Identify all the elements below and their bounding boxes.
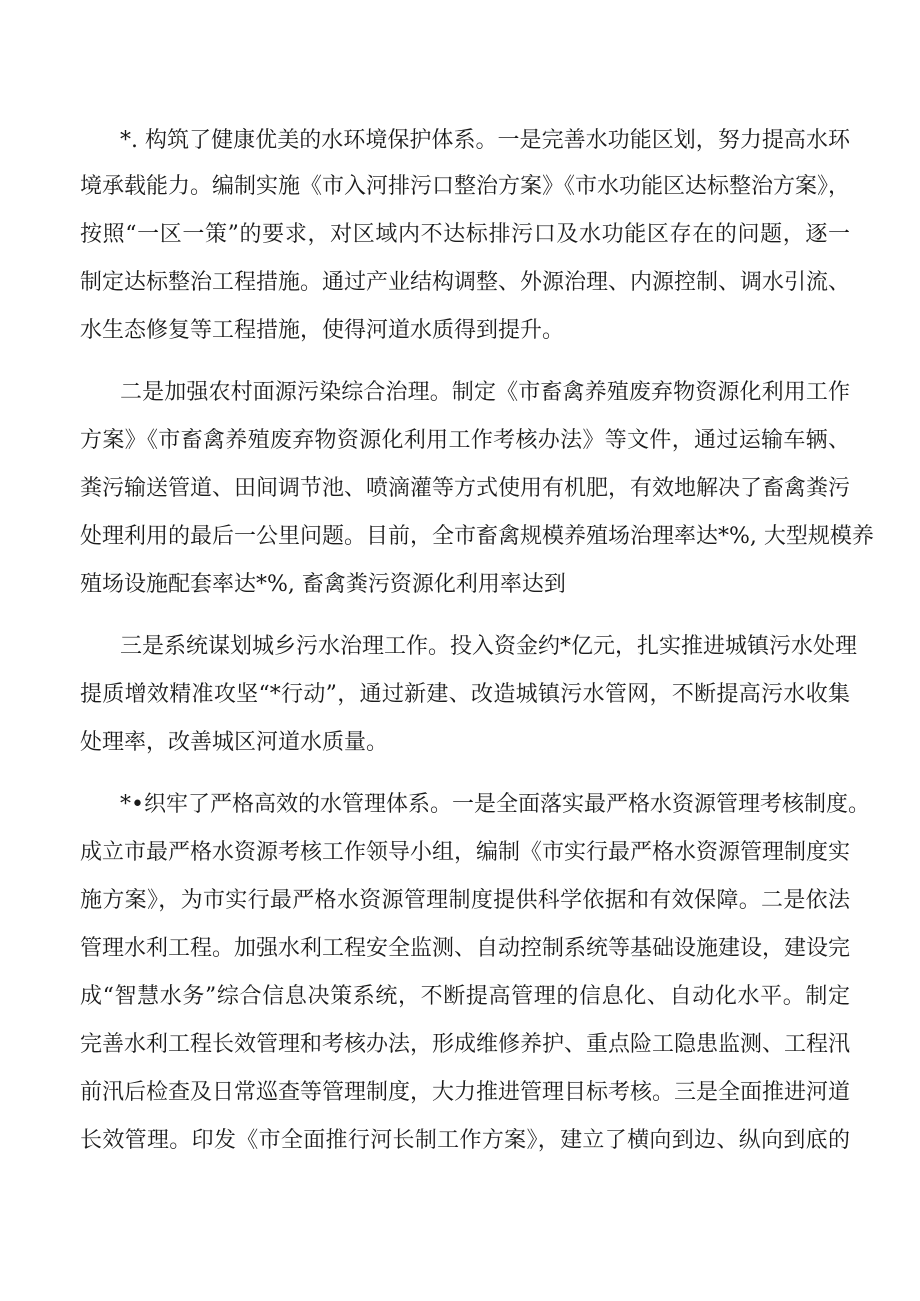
text-line: 境承载能力。编制实施《市入河排污口整治方案》《市水功能区达标整治方案》， [80, 174, 851, 199]
text-line: 粪污输送管道、田间调节池、喷滴灌等方式使用有机肥，有效地解决了畜禽粪污 [80, 476, 851, 501]
text-line: 按照“一区一策”的要求，对区域内不达标排污口及水功能区存在的问题，逐一 [80, 222, 850, 247]
text-line: 方案》《市畜禽养殖废弃物资源化利用工作考核办法》等文件，通过运输车辆、 [80, 428, 850, 453]
text-line: 前汛后检查及日常巡查等管理制度，大力推进管理目标考核。三是全面推进河道 [80, 1080, 851, 1105]
text-line: 长效管理。印发《市全面推行河长制工作方案》，建立了横向到边、纵向到底的 [80, 1128, 850, 1153]
text-line: *•织牢了严格高效的水管理体系。一是全面落实最严格水资源管理考核制度。 [120, 792, 870, 817]
text-line: 处理利用的最后一公里问题。目前，全市畜禽规模养殖场治理率达*%, 大型规模养 [80, 524, 874, 549]
text-line: 提质增效精准攻坚“*行动”，通过新建、改造城镇污水管网，不断提高污水收集 [80, 682, 850, 707]
text-line: 三是系统谋划城乡污水治理工作。投入资金约*亿元，扎实推进城镇污水处理 [120, 634, 858, 659]
text-line: 制定达标整治工程措施。通过产业结构调整、外源治理、内源控制、调水引流、 [80, 270, 851, 295]
text-line: 成“智慧水务”综合信息决策系统，不断提高管理的信息化、自动化水平。制定 [80, 984, 850, 1009]
text-line: 二是加强农村面源污染综合治理。制定《市畜禽养殖废弃物资源化利用工作 [120, 380, 850, 405]
text-line: 管理水利工程。加强水利工程安全监测、自动控制系统等基础设施建设，建设完 [80, 936, 851, 961]
text-line: 施方案》，为市实行最严格水资源管理制度提供科学依据和有效保障。二是依法 [80, 888, 850, 913]
text-line: 完善水利工程长效管理和考核办法，形成维修养护、重点险工隐患监测、工程汛 [80, 1032, 851, 1057]
text-line: 水生态修复等工程措施，使得河道水质得到提升。 [80, 318, 565, 343]
text-line: 处理率，改善城区河道水质量。 [80, 730, 389, 755]
text-line: 殖场设施配套率达*%, 畜禽粪污资源化利用率达到 [80, 572, 566, 597]
text-line: 成立市最严格水资源考核工作领导小组，编制《市实行最严格水资源管理制度实 [80, 840, 851, 865]
text-line: *. 构筑了健康优美的水环境保护体系。一是完善水功能区划，努力提高水环 [120, 128, 850, 153]
